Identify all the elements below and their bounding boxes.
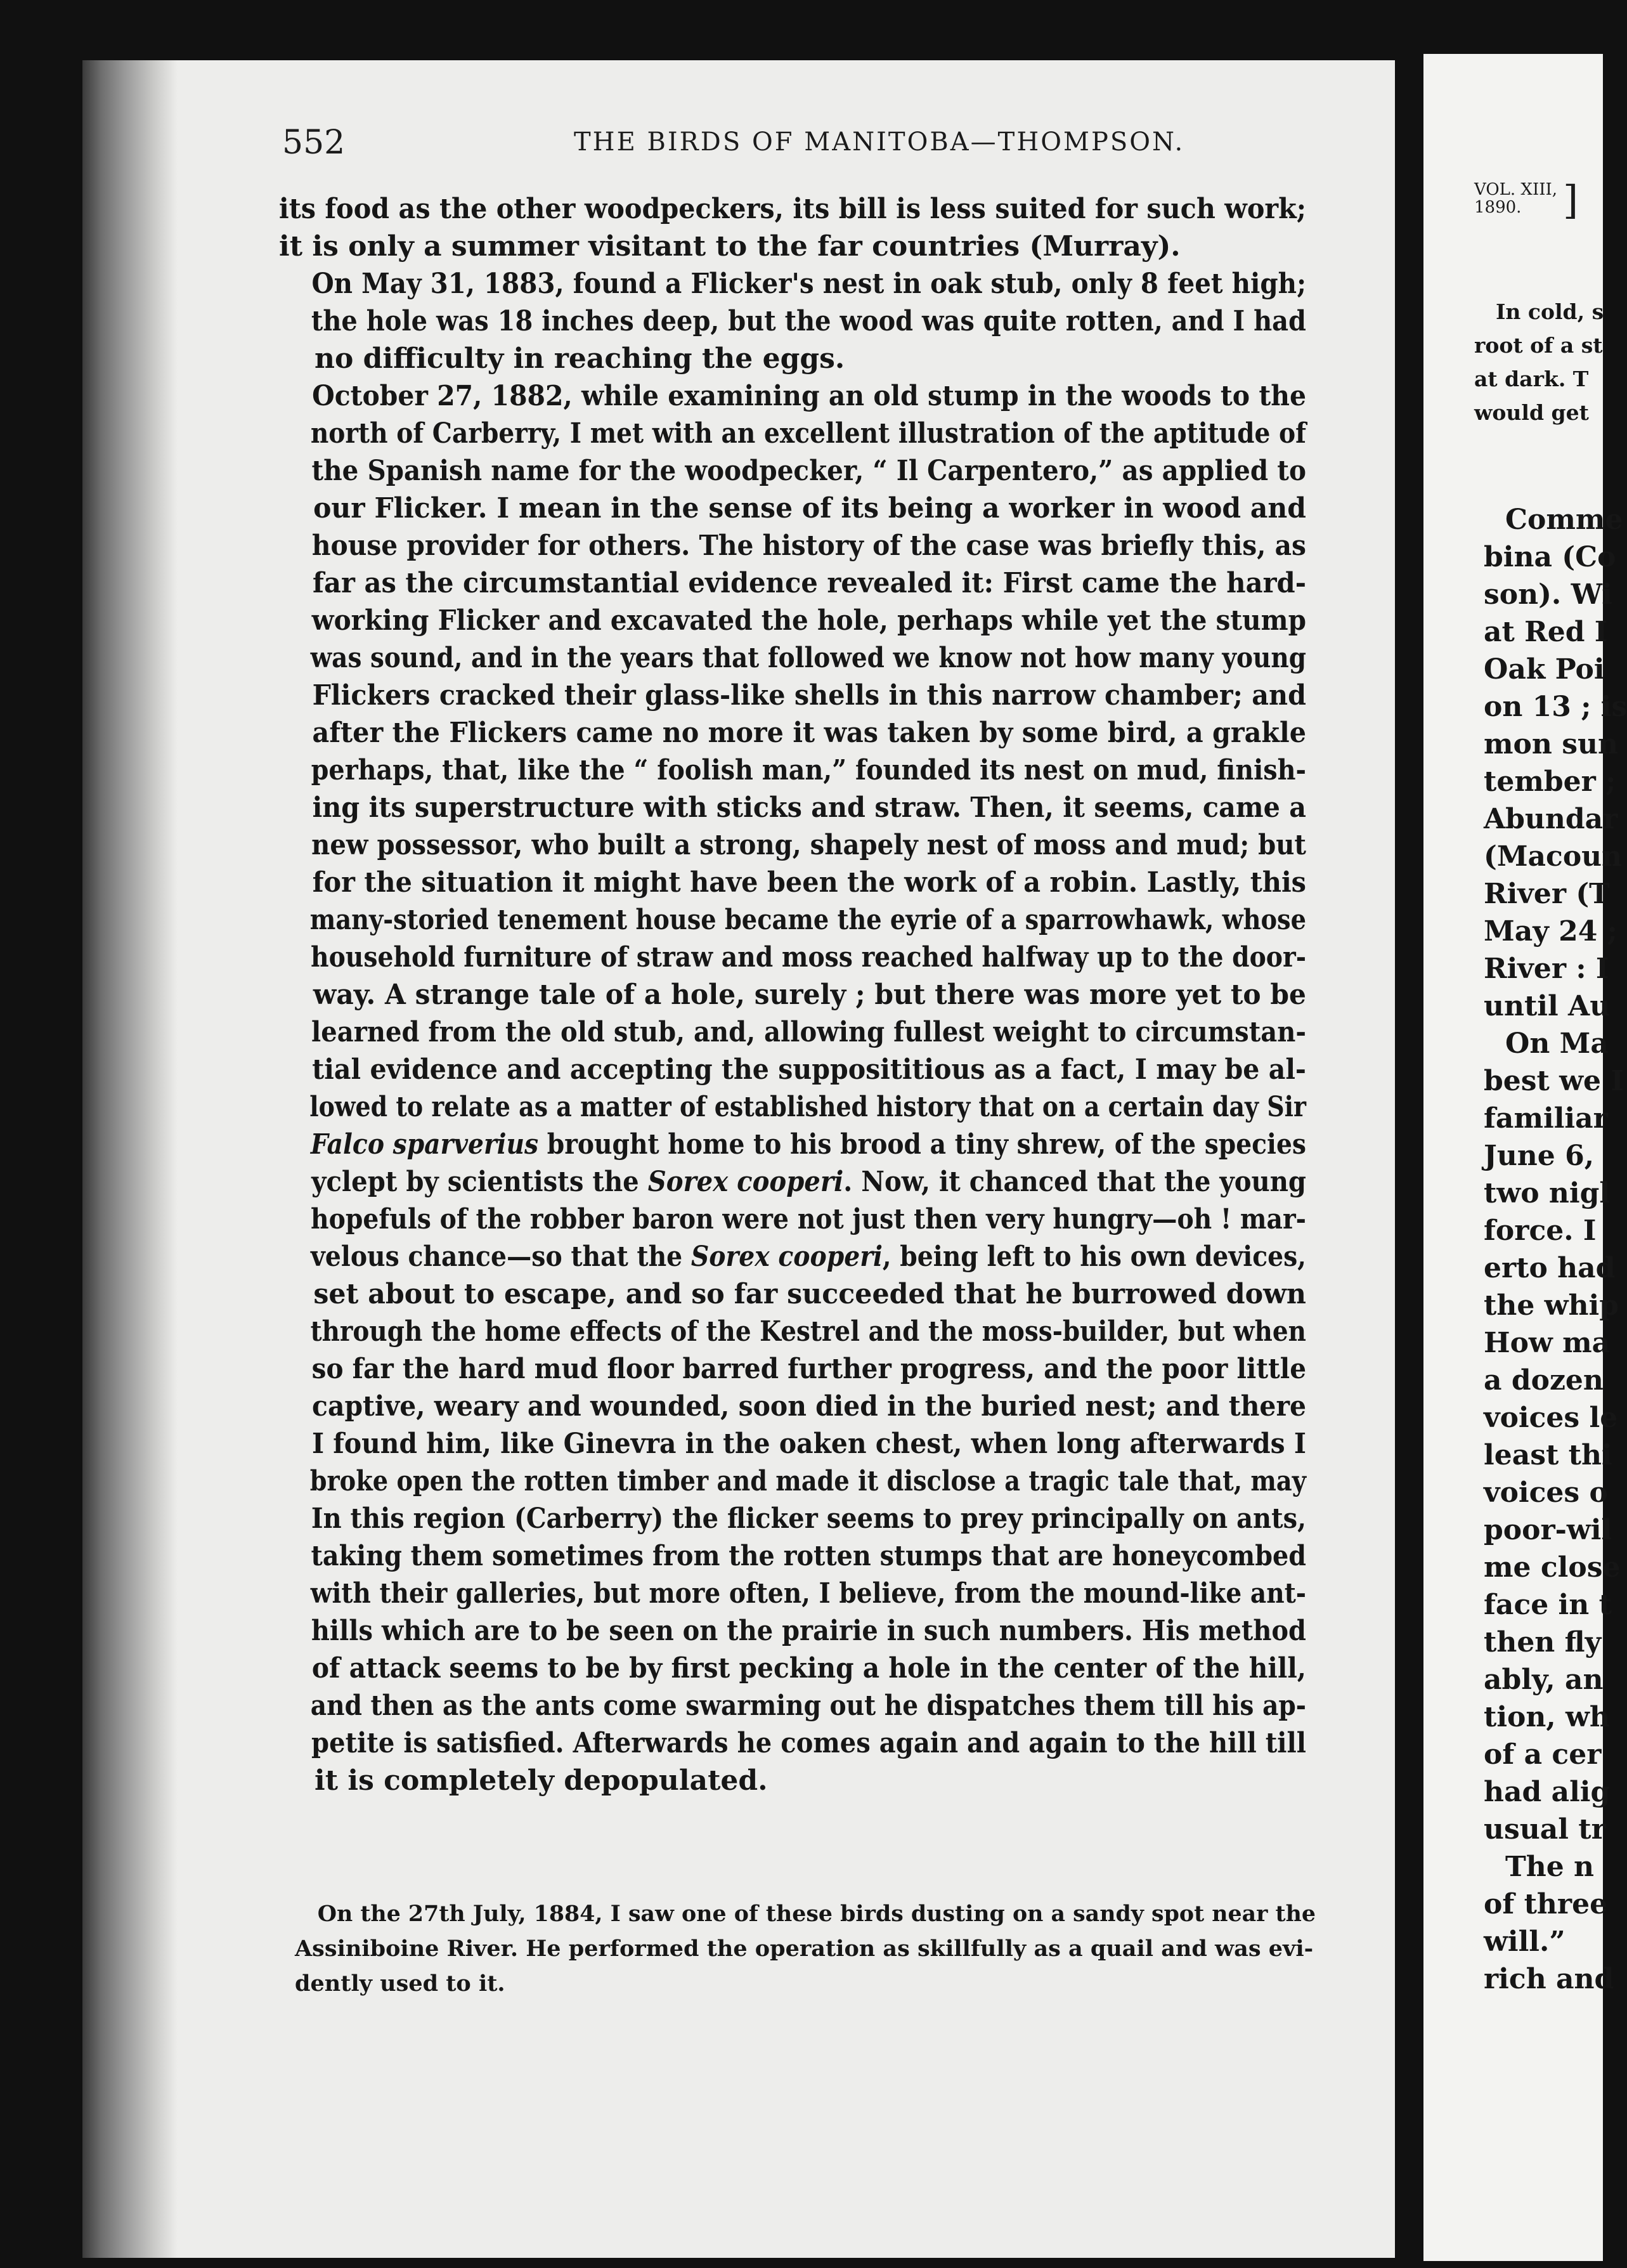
volume-label: VOL. XIII, [1474,180,1558,199]
text-line: best we I [1484,1065,1624,1097]
text-line: was sound, and in the years that followed we know not how many young [310,642,1306,674]
text-line: far as the circumstantial evidence revealed it: First came the hard- [313,567,1306,599]
text-line: household furniture of straw and moss reached halfway up to the door- [311,941,1307,974]
year-label: 1890. [1474,198,1522,217]
text-line: a dozen [1484,1364,1604,1397]
right-page-body-text [1484,501,1627,1998]
text-line: How ma [1484,1327,1611,1359]
right-page [1423,54,1627,2261]
right-page-header [1474,177,1579,223]
text-line: way. A strange tale of a hole, surely ; but there was more yet to be [313,979,1306,1011]
text-line: Abundar [1484,803,1618,835]
text-line: Oak Poi [1484,653,1605,686]
footnote [295,1896,1316,2001]
text-line: On Ma [1505,1027,1609,1060]
text-line: tember ; [1484,766,1616,798]
running-head: THE BIRDS OF MANITOBA—THOMPSON. [574,127,1185,157]
text-line: velous chance—so that the Sorex cooperi, being left to his own devices, [311,1241,1306,1273]
text-line: with their galleries, but more often, I believe, from the mound-like ant- [310,1577,1306,1610]
text-line: yclept by scientists the Sorex cooperi. Now, it chanced that the young [311,1166,1306,1198]
text-line: usual tr [1484,1813,1606,1846]
paragraph-2 [279,265,1306,377]
text-line: two nigl [1484,1177,1611,1209]
text-line: new possessor, who built a strong, shapely nest of moss and mud; but [311,829,1306,861]
text-line: no difficulty in reaching the eggs. [314,342,845,375]
text-line: Flickers cracked their glass-like shells in this narrow chamber; and [312,679,1307,712]
text-line: October 27, 1882, while examining an old stump in the woods to the [312,380,1306,412]
text-line: set about to escape, and so far succeeded that he burrowed down [313,1278,1306,1310]
text-line: root of a st [1474,333,1603,358]
text-line: of attack seems to be by first pecking a hole in the center of the hill, [311,1652,1306,1685]
text-line: Comme [1505,504,1623,536]
text-line: perhaps, that, like the “ foolish man,” founded its nest on mud, finish- [311,754,1306,786]
text-line: it is completely depopulated. [314,1764,768,1797]
footnote-line: dently used to it. [295,1971,505,1997]
text-line: hills which are to be seen on the prairie in such numbers. His method [311,1615,1307,1647]
text-line: working Flicker and excavated the hole, perhaps while yet the stump [311,604,1306,637]
text-line: it is only a summer visitant to the far countries (Murray). [279,230,1181,263]
text-line: In cold, s [1496,299,1604,324]
text-line: north of Carberry, I met with an excellent illustration of the aptitude of [310,417,1306,450]
text-line: tion, wh [1484,1701,1610,1733]
text-line: lowed to relate as a matter of established history that on a certain day Sir [309,1091,1307,1123]
right-page-small-text [1474,295,1604,429]
text-line: River : I [1484,953,1609,985]
text-line: tial evidence and accepting the supposititious as a fact, I may be al- [312,1053,1306,1086]
text-line: will.” [1484,1926,1565,1958]
text-line: until Au [1484,990,1611,1022]
text-line: (Macoun [1484,840,1623,873]
text-line: voices le [1484,1402,1618,1434]
text-line: at dark. T [1474,367,1589,391]
text-line: its food as the other woodpeckers, its bill is less suited for such work; [279,193,1306,225]
text-line: Falco sparverius brought home to his brood a tiny shrew, of the species [310,1128,1306,1161]
text-line: me close [1484,1551,1621,1584]
page-binding-shadow [82,60,178,2258]
text-line: petite is satisfied. Afterwards he comes again and again to the hill till [311,1727,1307,1759]
text-line: then fly [1484,1626,1602,1659]
text-line: son). Wi [1484,578,1612,611]
text-line: The n [1505,1851,1595,1883]
text-line: on 13 ; is [1484,691,1627,723]
text-line: of a cer [1484,1738,1602,1771]
text-line: I found him, like Ginevra in the oaken chest, when long afterwards I [311,1428,1306,1460]
left-page-header [282,124,1246,181]
text-line: poor-wil [1484,1514,1612,1546]
paragraph-4 [279,1500,1306,1799]
text-line: rich and [1484,1963,1614,1995]
text-line: many-storied tenement house became the eyrie of a sparrowhawk, whose [309,904,1306,936]
left-body-text [279,190,1306,1799]
text-line: the hole was 18 inches deep, but the wood was quite rotten, and I had [311,305,1306,337]
text-line: hopefuls of the robber baron were not just then very hungry—oh ! mar- [311,1203,1306,1235]
text-line: and then as the ants come swarming out he dispatches them till his ap- [310,1690,1307,1722]
text-line: On May 31, 1883, found a Flicker's nest in oak stub, only 8 feet high; [311,268,1307,300]
text-line: taking them sometimes from the rotten stumps that are honeycombed [311,1540,1307,1572]
text-line: through the home effects of the Kestrel and the moss-builder, but when [310,1315,1306,1348]
text-line: so far the hard mud floor barred further progress, and the poor little [311,1353,1307,1385]
text-line: house provider for others. The history of the case was briefly this, as [311,530,1307,562]
text-line: June 6, [1484,1140,1595,1172]
footnote-line: Assiniboine River. He performed the operation as skillfully as a quail and was evi- [295,1936,1314,1962]
text-line: captive, weary and wounded, soon died in the buried nest; and there [312,1390,1307,1423]
text-line: erto had [1484,1252,1616,1284]
paragraph-1 [279,190,1306,265]
footnote-line: On the 27th July, 1884, I saw one of these birds dusting on a sandy spot near the [317,1901,1316,1927]
header-bracket: ] [1563,177,1579,223]
text-line: our Flicker. I mean in the sense of its being a worker in wood and [313,492,1307,525]
text-line: ably, an [1484,1664,1604,1696]
text-line: May 24 ; [1484,915,1617,948]
paragraph-3 [279,377,1306,1500]
text-line: voices o [1484,1476,1608,1509]
text-line: learned from the old stub, and, allowing fullest weight to circumstan- [311,1016,1306,1048]
text-line: of three [1484,1888,1608,1920]
page-number: 552 [282,124,346,162]
text-line: for the situation it might have been the work of a robin. Lastly, this [312,866,1307,899]
text-line: familiar [1484,1102,1608,1135]
text-line: broke open the rotten timber and made it disclose a tragic tale that, may [309,1465,1306,1497]
text-line: after the Flickers came no more it was taken by some bird, a grakle [312,717,1307,749]
text-line: ing its superstructure with sticks and straw. Then, it seems, came a [312,792,1306,824]
text-line: had alig [1484,1776,1611,1808]
text-line: least thi [1484,1439,1612,1471]
text-line: In this region (Carberry) the flicker seems to prey principally on ants, [311,1502,1306,1535]
text-line: mon sun [1484,728,1618,760]
text-line: face in t [1484,1589,1612,1621]
text-line: would get [1474,400,1589,425]
text-line: force. I [1484,1215,1597,1247]
text-line: the whip [1484,1289,1619,1322]
text-line: River (T [1484,878,1610,910]
text-line: the Spanish name for the woodpecker, “ Il Carpentero,” as applied to [311,455,1306,487]
text-line: at Red I [1484,616,1608,648]
text-line: bina (Co [1484,541,1616,573]
